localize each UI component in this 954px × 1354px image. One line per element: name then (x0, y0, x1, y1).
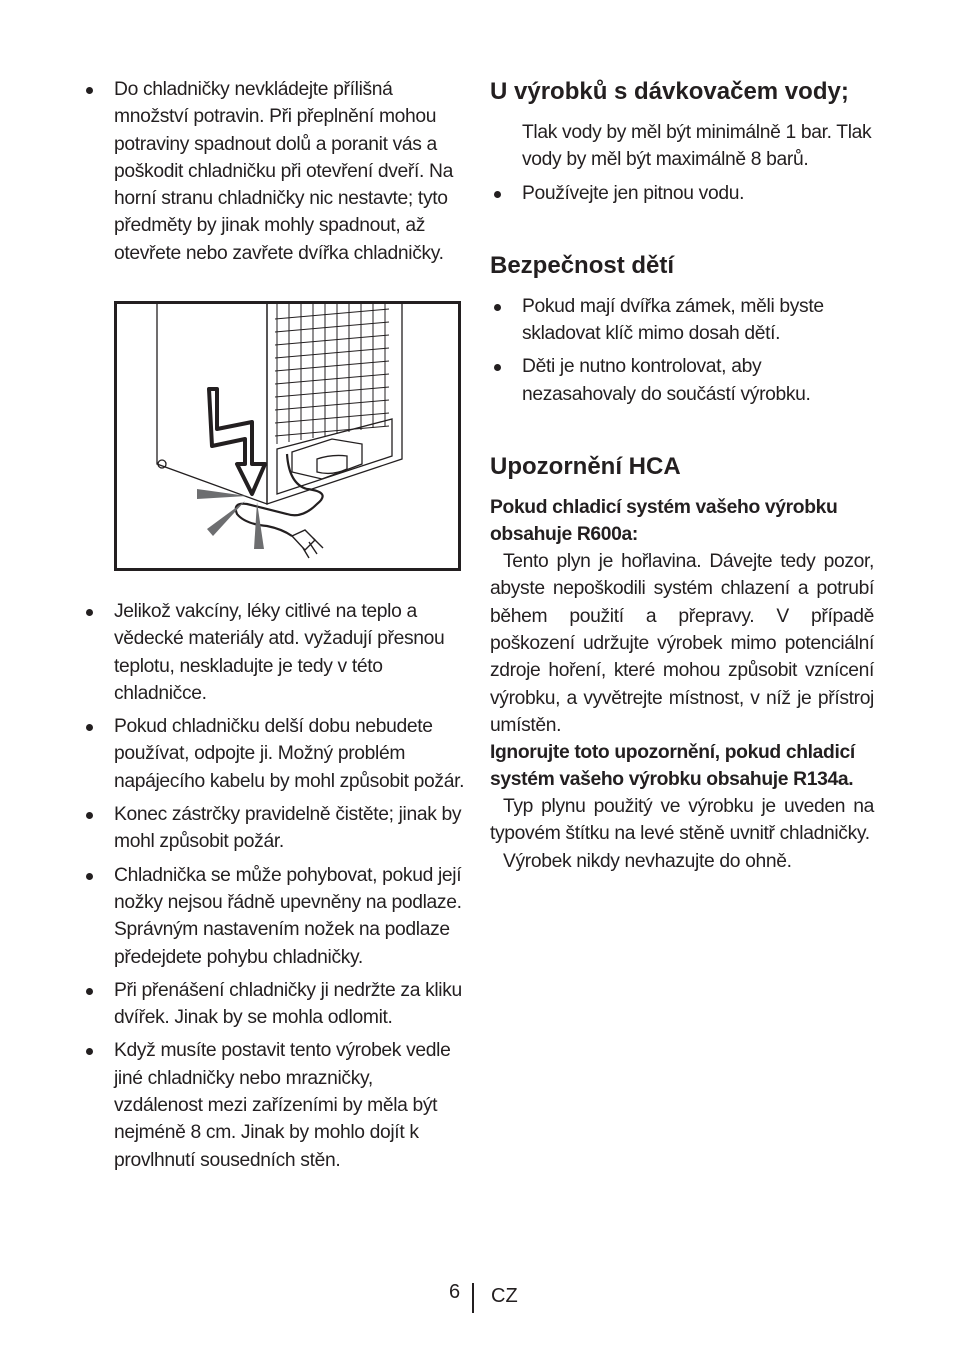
bullet-list-top (82, 76, 466, 267)
section-heading-water-dispenser: U výrobků s dávkovačem vody; (490, 78, 849, 105)
list-item: Při přenášení chladničky ji nedržte za kliku dvířek. Jinak by se mohla odlomit. (82, 977, 466, 1032)
right-column (490, 76, 874, 875)
list-item: Když musíte postavit tento výrobek vedle jiné chladničky nebo mrazničky, vzdálenost mezi zařízeními by měla být nejméně 8 cm. Jinak by mohlo dojít k provlhnutí sousedních stěn. (82, 1037, 466, 1173)
list-item: Děti je nutno kontrolovat, aby nezasahovaly do součástí výrobku. (490, 353, 874, 408)
water-bullet-list (490, 180, 874, 207)
fridge-foot (158, 460, 166, 468)
list-item: Konec zástrčky pravidelně čistěte; jinak by mohl způsobit požár. (82, 801, 466, 856)
gas-type-paragraph (490, 793, 874, 848)
bullet-list-bottom (82, 598, 466, 1174)
refrigerator-cord-warning-figure (114, 301, 461, 571)
list-item: Do chladničky nevkládejte přílišná množství potravin. Při přeplnění mohou potraviny spadnout dolů a poranit vás a poškodit chladničku při otevření dveří. Na horní stranu chladničky nic nestavte; tyto předměty by jinak mohly spadnout, až otevřete nebo zavřete dvířka chladničky. (82, 76, 466, 267)
r600a-subheading: Pokud chladicí systém vašeho výrobku obsahuje R600a: (490, 497, 838, 546)
language-code: CZ (491, 1285, 518, 1307)
list-item: Jelikož vakcíny, léky citlivé na teplo a vědecké materiály atd. vyžadují přesnou teplotu, neskladujte je tedy v této chladničce. (82, 598, 466, 707)
section-heading-hca-warning: Upozornění HCA (490, 453, 681, 481)
page-number: 6 (449, 1281, 461, 1303)
list-item: Pokud mají dvířka zámek, měli byste skladovat klíč mimo dosah dětí. (490, 293, 874, 348)
r600a-paragraph (490, 548, 874, 739)
gas-type-paragraph-text: Typ plynu použitý ve výrobku je uveden na typovém štítku na levé stěně uvnitř chladničky. (490, 796, 874, 845)
plug-icon (292, 530, 323, 558)
water-pressure-text: Tlak vody by měl být minimálně 1 bar. Tlak vody by měl být maximálně 8 barů. (522, 122, 872, 171)
list-item: Pokud chladničku delší dobu nebudete používat, odpojte ji. Možný problém napájecího kabelu by mohl způsobit požár. (82, 713, 466, 795)
r600a-paragraph-text: Tento plyn je hořlavina. Dávejte tedy pozor, abyste nepoškodili systém chlazení a potrubí během použití a přepravy. V případě poškození udržujte výrobek mimo potenciální zdroje hoření, které mohou způsobit vznícení výrobku, a vyvětrejte místnost, v níž je přístroj umístěn. (490, 551, 874, 736)
condenser-grid (275, 304, 389, 444)
list-item: Chladnička se může pohybovat, pokud její nožky nejsou řádně upevněny na podlaze. Správným nastavením nožek na podlaze předejdete pohybu chladničky. (82, 862, 466, 971)
footer-divider (472, 1283, 474, 1313)
left-column (82, 76, 466, 273)
r134a-subheading: Ignorujte toto upozornění, pokud chladicí systém vašeho výrobku obsahuje R134a. (490, 742, 855, 791)
pinch-rays-icon (197, 489, 264, 549)
child-safety-bullet-list (490, 293, 874, 408)
lightning-arrow-icon (209, 389, 265, 494)
refrigerator-cord-illustration (117, 304, 458, 568)
list-item: Používejte jen pitnou vodu. (490, 180, 874, 207)
fire-paragraph-text: Výrobek nikdy nevhazujte do ohně. (503, 850, 792, 872)
left-column-lower (82, 598, 466, 1180)
fire-paragraph (490, 848, 874, 875)
section-heading-child-safety: Bezpečnost dětí (490, 251, 675, 279)
